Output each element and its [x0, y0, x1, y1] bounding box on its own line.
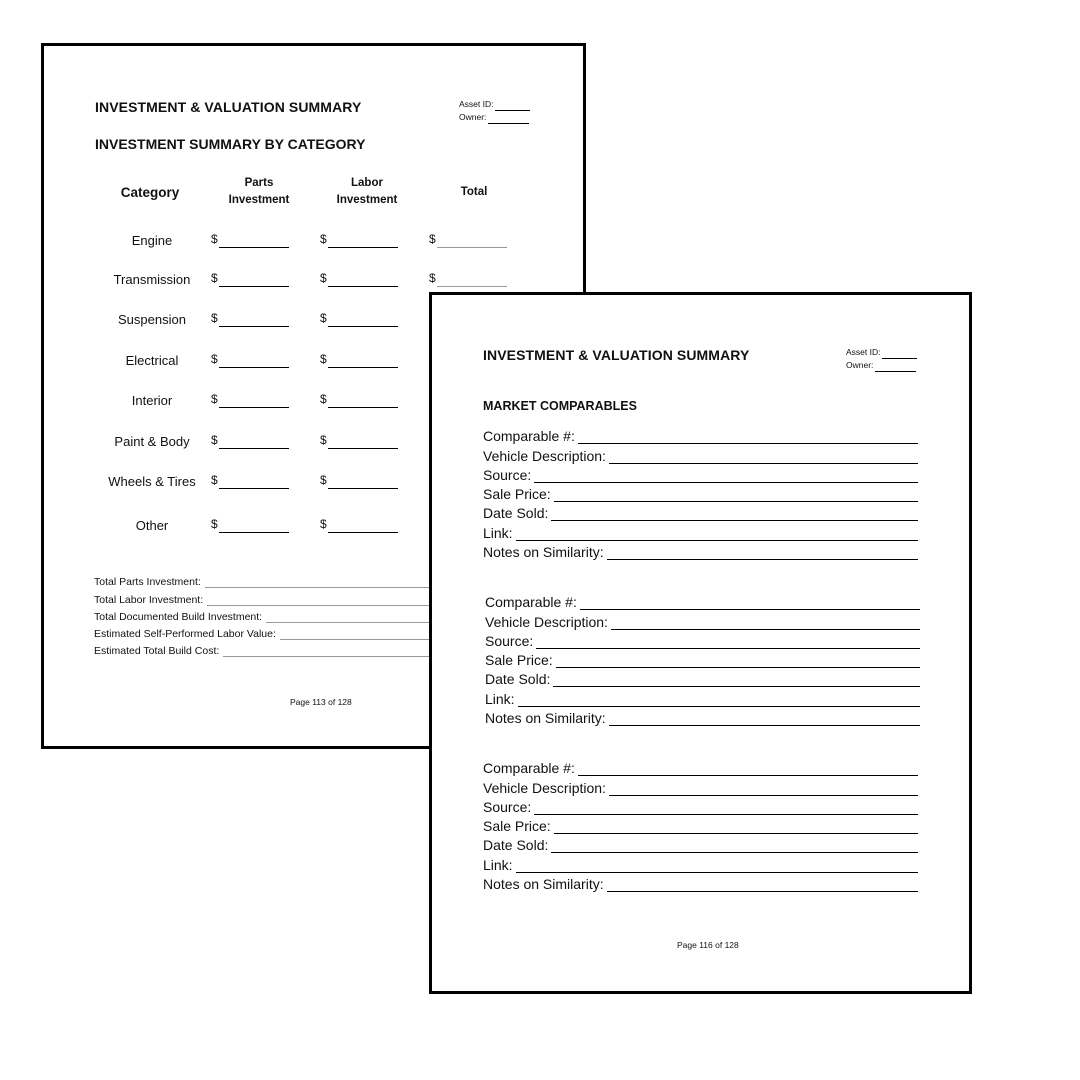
- comparable-block: [483, 757, 918, 892]
- field-label: Comparable #:: [483, 760, 575, 777]
- field-line[interactable]: [556, 653, 920, 668]
- category-label: Transmission: [113, 272, 191, 287]
- total-label: Estimated Total Build Cost:: [94, 645, 220, 658]
- amount-field[interactable]: [219, 247, 289, 248]
- comparable-field-row: [483, 853, 918, 872]
- field-label: Date Sold:: [483, 837, 549, 854]
- total-line: [94, 588, 434, 605]
- dollar-sign: $: [429, 271, 436, 285]
- parts-header-line2: Investment: [228, 194, 290, 206]
- field-line[interactable]: [607, 545, 918, 560]
- field-label: Source:: [483, 466, 532, 483]
- field-label: Vehicle Description:: [483, 447, 606, 464]
- amount-field[interactable]: [219, 488, 289, 489]
- comparable-field-row: [483, 464, 918, 483]
- field-line[interactable]: [551, 838, 918, 853]
- field-line[interactable]: [551, 506, 918, 521]
- section-title: INVESTMENT SUMMARY BY CATEGORY: [95, 136, 366, 152]
- field-label: Link:: [485, 690, 515, 707]
- comparable-field-row: [485, 668, 920, 687]
- owner-label: Owner:: [459, 112, 487, 122]
- dollar-sign: $: [320, 392, 327, 406]
- field-label: Notes on Similarity:: [483, 544, 604, 561]
- field-label: Sale Price:: [483, 818, 551, 835]
- field-label: Notes on Similarity:: [483, 876, 604, 893]
- field-line[interactable]: [518, 692, 920, 707]
- dollar-sign: $: [211, 232, 218, 246]
- category-label: Electrical: [125, 353, 179, 368]
- dollar-sign: $: [320, 232, 327, 246]
- dollar-sign: $: [211, 433, 218, 447]
- field-label: Link:: [483, 856, 513, 873]
- total-line: [94, 606, 434, 623]
- comparable-field-row: [485, 687, 920, 706]
- section-title: MARKET COMPARABLES: [483, 399, 637, 413]
- comparable-field-row: [483, 757, 918, 776]
- field-label: Source:: [485, 632, 534, 649]
- dollar-sign: $: [211, 392, 218, 406]
- asset-id-label: Asset ID:: [459, 99, 494, 109]
- comparable-field-row: [485, 591, 920, 610]
- category-label: Suspension: [118, 312, 186, 327]
- field-line[interactable]: [578, 429, 918, 444]
- comparable-field-row: [483, 521, 918, 540]
- field-label: Date Sold:: [485, 671, 551, 688]
- page-number: Page 113 of 128: [290, 697, 352, 707]
- asset-meta: [459, 98, 530, 124]
- total-field[interactable]: [207, 593, 434, 606]
- dollar-sign: $: [211, 473, 218, 487]
- comparable-field-row: [483, 776, 918, 795]
- labor-header: [322, 175, 412, 209]
- amount-field[interactable]: [219, 448, 289, 449]
- amount-field[interactable]: [219, 286, 289, 287]
- total-label: Total Documented Build Investment:: [94, 610, 263, 623]
- amount-field[interactable]: [219, 326, 289, 327]
- comparable-field-row: [485, 649, 920, 668]
- dollar-sign: $: [211, 352, 218, 366]
- amount-field[interactable]: [219, 532, 289, 533]
- owner-label: Owner:: [846, 360, 874, 370]
- total-header: Total: [460, 186, 488, 198]
- field-line[interactable]: [554, 819, 918, 834]
- field-line[interactable]: [609, 781, 918, 796]
- amount-field[interactable]: [219, 367, 289, 368]
- page-116: [429, 292, 972, 994]
- field-label: Date Sold:: [483, 505, 549, 522]
- field-label: Source:: [483, 798, 532, 815]
- comparable-field-row: [483, 873, 918, 892]
- category-label: Engine: [131, 233, 173, 248]
- asset-meta: [846, 346, 917, 372]
- amount-field[interactable]: [437, 286, 507, 287]
- amount-field[interactable]: [328, 326, 398, 327]
- category-header: Category: [120, 185, 180, 200]
- comparable-field-row: [483, 541, 918, 560]
- total-line: [94, 571, 434, 588]
- total-label: Estimated Self-Performed Labor Value:: [94, 628, 276, 641]
- dollar-sign: $: [320, 517, 327, 531]
- amount-field[interactable]: [328, 407, 398, 408]
- totals-block: [94, 571, 434, 657]
- amount-field[interactable]: [328, 488, 398, 489]
- field-label: Sale Price:: [483, 486, 551, 503]
- field-line[interactable]: [516, 858, 918, 873]
- total-field[interactable]: [223, 644, 434, 657]
- field-label: Vehicle Description:: [483, 779, 606, 796]
- field-line[interactable]: [534, 468, 918, 483]
- field-line[interactable]: [578, 761, 918, 776]
- amount-field[interactable]: [328, 367, 398, 368]
- dollar-sign: $: [320, 473, 327, 487]
- comparable-field-row: [485, 630, 920, 649]
- amount-field[interactable]: [328, 448, 398, 449]
- dollar-sign: $: [429, 232, 436, 246]
- field-label: Vehicle Description:: [485, 613, 608, 630]
- comparable-field-row: [485, 610, 920, 629]
- field-line[interactable]: [580, 595, 920, 610]
- category-row: [44, 270, 583, 290]
- comparable-field-row: [483, 815, 918, 834]
- field-label: Sale Price:: [485, 652, 553, 669]
- asset-id-label: Asset ID:: [846, 347, 881, 357]
- field-line[interactable]: [534, 800, 918, 815]
- field-line[interactable]: [607, 877, 918, 892]
- field-line[interactable]: [554, 487, 918, 502]
- parts-header-line1: Parts: [244, 177, 274, 189]
- page-title: INVESTMENT & VALUATION SUMMARY: [95, 99, 362, 115]
- dollar-sign: $: [211, 311, 218, 325]
- dollar-sign: $: [320, 433, 327, 447]
- total-line: [94, 623, 434, 640]
- comparable-field-row: [483, 796, 918, 815]
- total-field[interactable]: [266, 610, 434, 623]
- asset-id-field[interactable]: [495, 100, 530, 111]
- category-label: Wheels & Tires: [108, 474, 196, 489]
- total-field[interactable]: [280, 627, 434, 640]
- field-line[interactable]: [516, 526, 918, 541]
- field-line[interactable]: [536, 634, 920, 649]
- comparable-field-row: [483, 425, 918, 444]
- field-line[interactable]: [611, 615, 920, 630]
- field-label: Notes on Similarity:: [485, 710, 606, 727]
- total-label: Total Labor Investment:: [94, 593, 204, 606]
- labor-header-line1: Labor: [351, 177, 383, 189]
- comparable-block: [485, 591, 920, 726]
- parts-header: [214, 175, 304, 209]
- dollar-sign: $: [320, 311, 327, 325]
- amount-field[interactable]: [328, 532, 398, 533]
- total-label: Total Parts Investment:: [94, 576, 201, 589]
- dollar-sign: $: [211, 517, 218, 531]
- amount-field[interactable]: [328, 286, 398, 287]
- field-label: Comparable #:: [483, 428, 575, 445]
- field-label: Link:: [483, 524, 513, 541]
- dollar-sign: $: [211, 271, 218, 285]
- field-label: Comparable #:: [485, 594, 577, 611]
- comparable-field-row: [483, 483, 918, 502]
- dollar-sign: $: [320, 271, 327, 285]
- comparable-block: [483, 425, 918, 560]
- asset-id-field[interactable]: [882, 348, 917, 359]
- total-field[interactable]: [205, 575, 434, 588]
- category-label: Interior: [131, 393, 173, 408]
- amount-field[interactable]: [328, 247, 398, 248]
- owner-field[interactable]: [875, 361, 916, 372]
- field-line[interactable]: [609, 711, 920, 726]
- comparable-field-row: [485, 707, 920, 726]
- field-line[interactable]: [553, 672, 920, 687]
- comparable-field-row: [483, 834, 918, 853]
- owner-field[interactable]: [488, 113, 529, 124]
- category-label: Other: [135, 518, 169, 533]
- total-line: [94, 640, 434, 657]
- page-title: INVESTMENT & VALUATION SUMMARY: [483, 347, 750, 363]
- field-line[interactable]: [609, 449, 918, 464]
- page-number: Page 116 of 128: [677, 940, 739, 950]
- dollar-sign: $: [320, 352, 327, 366]
- amount-field[interactable]: [437, 247, 507, 248]
- category-row: [44, 231, 583, 251]
- amount-field[interactable]: [219, 407, 289, 408]
- comparable-field-row: [483, 444, 918, 463]
- category-label: Paint & Body: [114, 434, 190, 449]
- comparable-field-row: [483, 502, 918, 521]
- labor-header-line2: Investment: [336, 194, 398, 206]
